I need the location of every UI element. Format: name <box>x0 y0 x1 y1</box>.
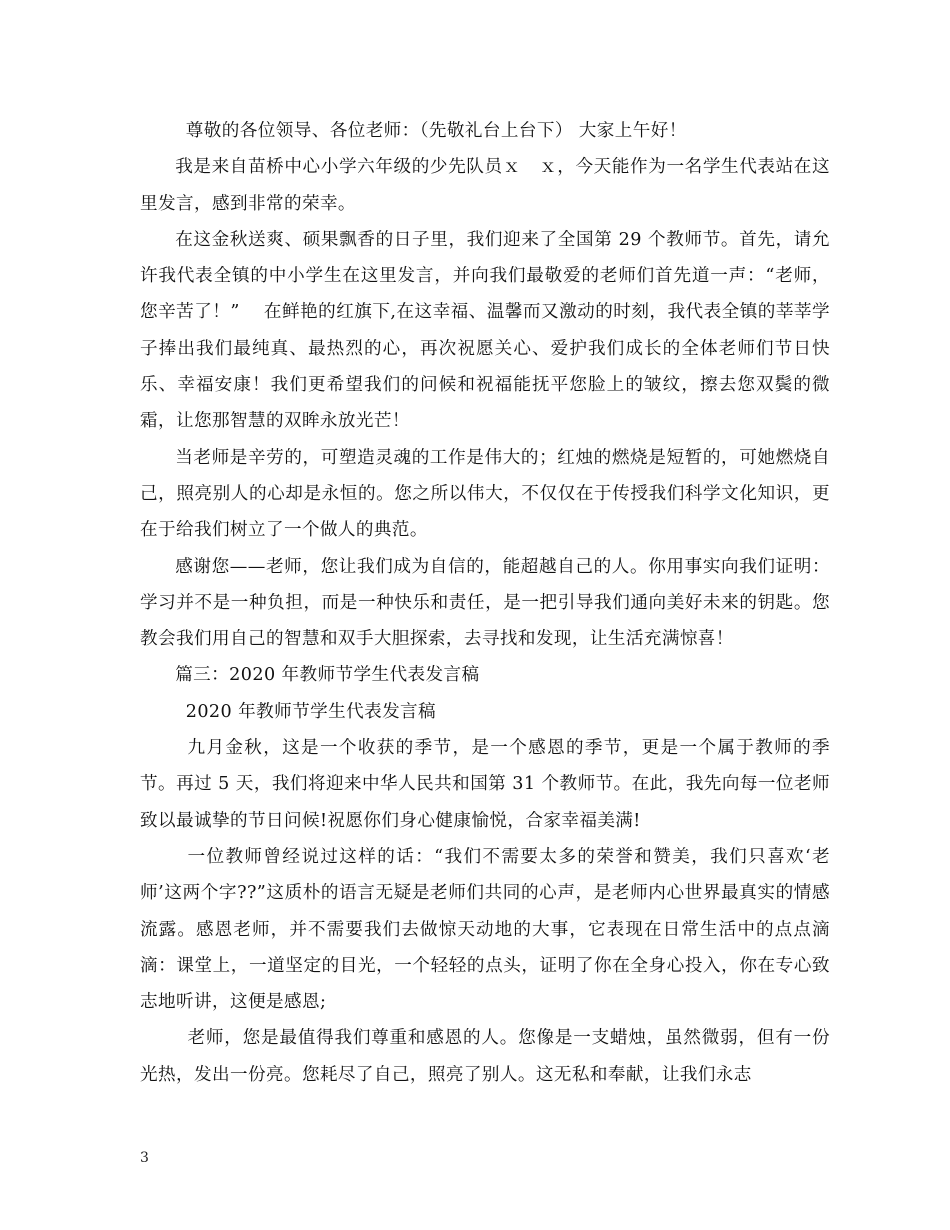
candle-paragraph: 老师，您是最值得我们尊重和感恩的人。您像是一支蜡烛，虽然微弱，但有一份光热，发出一份亮。您耗尽了自己，照亮了别人。这无私和奉献，让我们永志 <box>140 1028 830 1085</box>
autumn-paragraph: 九月金秋，这是一个收获的季节，是一个感恩的季节，更是一个属于教师的季节。再过 5 天，我们将迎来中华人民共和国第 31 个教师节。在此，我先向每一位老师致以最诚挚的节日问候!祝愿你们身心健康愉悦，合家幸福美满! <box>140 738 830 831</box>
document-body <box>140 113 830 1093</box>
teacher-praise-paragraph: 当老师是辛劳的，可塑造灵魂的工作是伟大的；红烛的燃烧是短暂的，可她燃烧自己，照亮别人的心却是永恒的。您之所以伟大，不仅仅在于传授我们科学文化知识，更在于给我们树立了一个做人的典范。 <box>140 447 830 541</box>
section-heading: 篇三：2020 年教师节学生代表发言稿 <box>175 665 480 686</box>
page-number: 3 <box>140 1150 149 1166</box>
greeting-paragraph: 尊敬的各位领导、各位老师：（先敬礼台上台下） 大家上午好！ <box>185 121 687 141</box>
introduction-paragraph: 我是来自苗桥中心小学六年级的少先队员ｘ ｘ，今天能作为一名学生代表站在这里发言，感到非常的荣幸。 <box>140 157 830 214</box>
speech-title: 2020 年教师节学生代表发言稿 <box>185 701 437 722</box>
gratitude-paragraph: 感谢您——老师，您让我们成为自信的，能超越自己的人。你用事实向我们证明：学习并不是一种负担，而是一种快乐和责任，是一把引导我们通向美好未来的钥匙。您教会我们用自己的智慧和双手大胆探索，去寻找和发现，让生活充满惊喜！ <box>140 556 830 650</box>
teachers-day-paragraph: 在这金秋送爽、硕果飘香的日子里，我们迎来了全国第 29 个教师节。首先，请允许我代表全镇的中小学生在这里发言，并向我们最敬爱的老师们首先道一声：“老师，您辛苦了！” 在鲜艳的红旗下,在这幸福、温馨而又激动的时刻，我代表全镇的莘莘学子捧出我们最纯真、最热烈的心，再次祝愿关心、爱护我们成长的全体老师们节日快乐、幸福安康！我们更希望我们的问候和祝福能抚平您脸上的皱纹，擦去您双鬓的微霜，让您那智慧的双眸永放光芒！ <box>140 229 830 432</box>
teacher-quote-paragraph: 一位教师曾经说过这样的话：“我们不需要太多的荣誉和赞美，我们只喜欢‘老师’这两个字??”这质朴的语言无疑是老师们共同的心声，是老师内心世界最真实的情感流露。感恩老师，并不需要我们去做惊天动地的大事，它表现在日常生活中的点点滴滴：课堂上，一道坚定的目光，一个轻轻的点头，证明了你在全身心投入，你在专心致志地听讲，这便是感恩; <box>140 846 830 1013</box>
